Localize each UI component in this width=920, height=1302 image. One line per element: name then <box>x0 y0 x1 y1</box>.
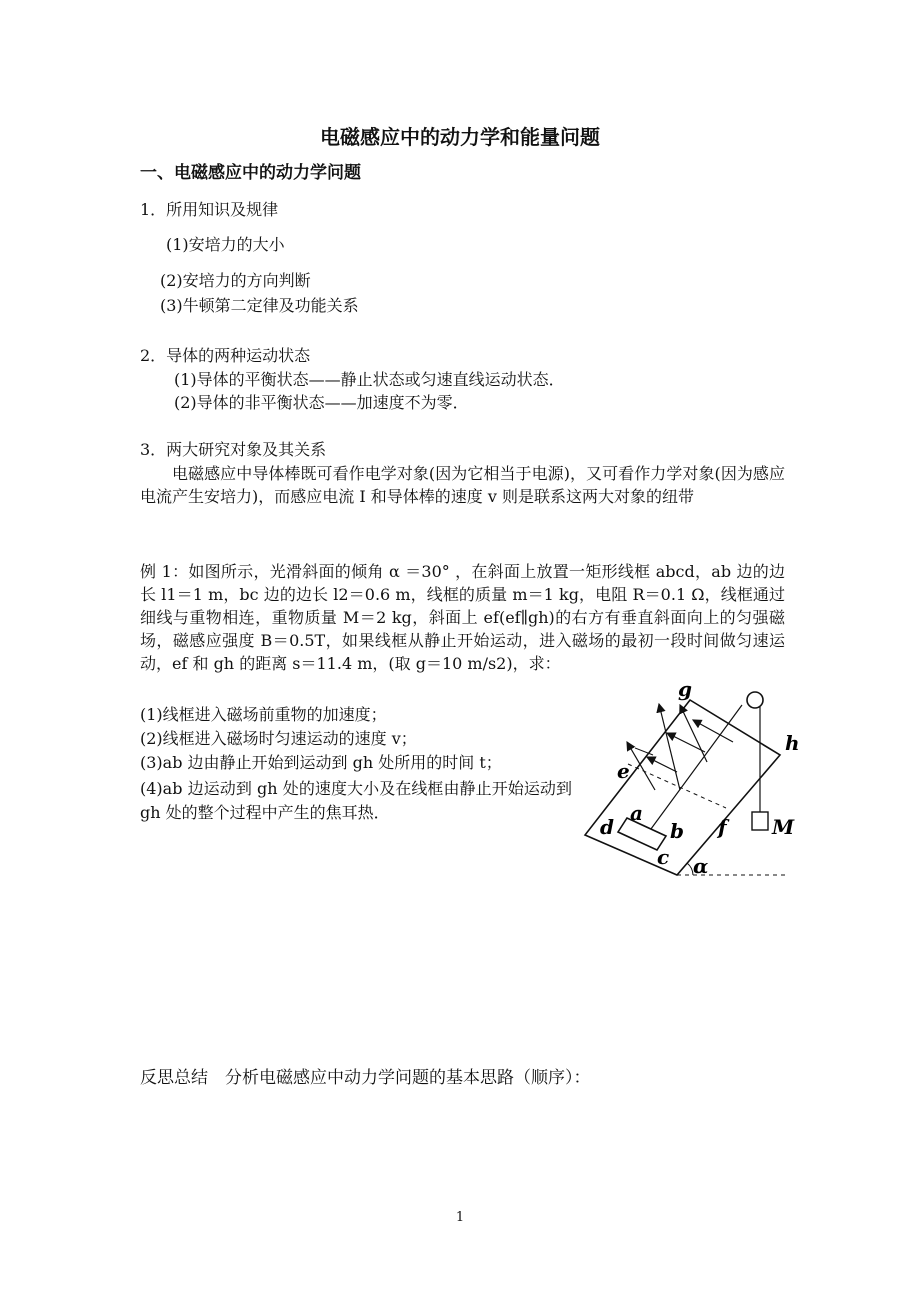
item2-line-1: (1)导体的平衡状态——静止状态或匀速直线运动状态． <box>174 370 565 389</box>
label-M: M <box>772 815 795 839</box>
field-arrow-5 <box>667 733 705 752</box>
question-3: (3)ab 边由静止开始到运动到 gh 处所用的时间 t； <box>140 753 502 772</box>
question-2: (2)线框进入磁场时匀速运动的速度 v； <box>140 729 417 748</box>
item1-line-2: (2)安培力的方向判断 <box>160 271 311 290</box>
section-heading: 一、电磁感应中的动力学问题 <box>140 163 361 183</box>
page-title: 电磁感应中的动力学和能量问题 <box>320 125 600 149</box>
question-1: (1)线框进入磁场前重物的加速度； <box>140 705 387 724</box>
item2-line-2: (2)导体的非平衡状态——加速度不为零． <box>174 393 469 412</box>
label-alpha: α <box>693 854 709 878</box>
string <box>648 705 742 833</box>
label-c: c <box>657 845 670 869</box>
pulley <box>747 692 763 708</box>
page-number: 1 <box>455 1210 465 1225</box>
label-e: e <box>617 759 630 783</box>
label-a: a <box>630 801 643 825</box>
reflection-summary: 反思总结 分析电磁感应中动力学问题的基本思路（顺序）： <box>140 1068 591 1088</box>
question-4: (4)ab 边运动到 gh 处的速度大小及在线框由静止开始运动到 gh 处的整个过程中产生的焦耳热． <box>140 779 572 822</box>
label-f: f <box>718 815 727 839</box>
label-h: h <box>785 731 800 755</box>
label-b: b <box>670 819 684 843</box>
weight-block <box>752 812 768 830</box>
item3-heading: 3．两大研究对象及其关系 <box>140 440 327 459</box>
incline-diagram <box>575 677 800 880</box>
item3-paragraph: 电磁感应中导体棒既可看作电学对象(因为它相当于电源)，又可看作力学对象(因为感应电流产生安培力)，而感应电流 I 和导体棒的速度 v 则是联系这两大对象的纽带 <box>140 464 785 506</box>
item1-heading: 1．所用知识及规律 <box>140 200 279 219</box>
incline-plane <box>585 700 780 875</box>
item1-line-1: (1)安培力的大小 <box>166 235 285 254</box>
label-d: d <box>600 815 614 839</box>
item1-line-3: (3)牛顿第二定律及功能关系 <box>160 296 359 315</box>
label-g: g <box>678 677 692 701</box>
field-arrow-2 <box>680 705 707 762</box>
item2-heading: 2．导体的两种运动状态 <box>140 346 311 365</box>
example-intro: 例 1：如图所示，光滑斜面的倾角 α ＝30° ，在斜面上放置一矩形线框 abcd，ab 边的边长 l1＝1 m，bc 边的边长 l2＝0.6 m，线框的质量 m＝1 kg，电阻 R＝0.1 Ω，线框通过细线与重物相连，重物质量 M＝2 kg，斜面上 ef(ef∥gh)的右方有垂直斜面向上的匀强磁场，磁感应强度 B＝0.5T，如果线框从静止开始运动，进入磁场的最初一段时间做匀速运动，ef 和 gh 的距离 s＝11.4 m，(取 g＝10 m/s2)，求： <box>140 562 785 673</box>
